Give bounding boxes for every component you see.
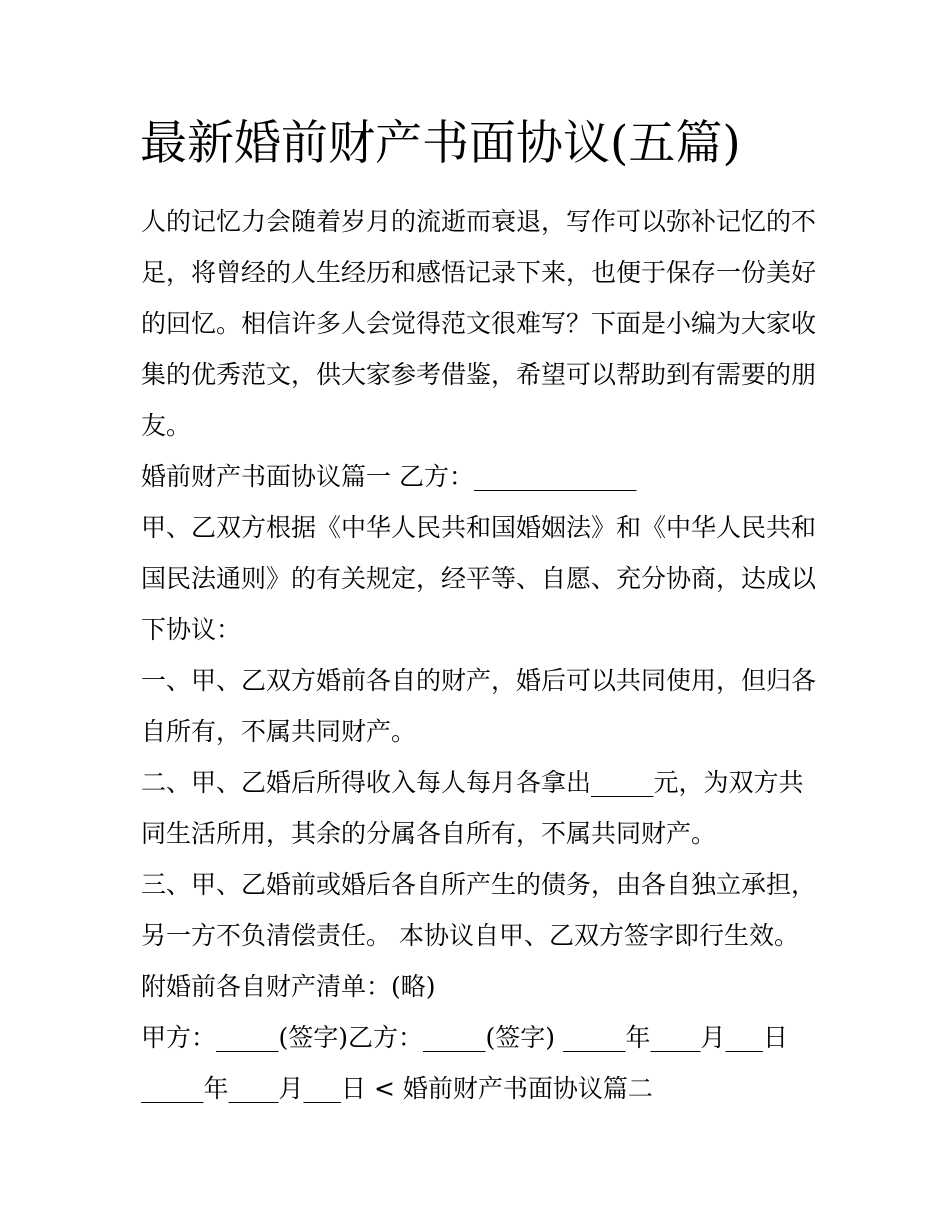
section-heading-line: 婚前财产书面协议篇一 乙方：_____________ bbox=[141, 462, 637, 491]
document-body bbox=[141, 196, 821, 1114]
body-line: 甲、乙双方根据《中华人民共和国婚姻法》和《中华人民共和 bbox=[141, 513, 817, 542]
clause-line: 另一方不负清偿责任。 本协议自甲、乙双方签字即行生效。 bbox=[141, 921, 799, 950]
clause-line: 同生活所用，其余的分属各自所有，不属共同财产。 bbox=[141, 819, 717, 848]
document-title: 最新婚前财产书面协议(五篇) bbox=[140, 116, 741, 171]
body-line: 集的优秀范文，供大家参考借鉴，希望可以帮助到有需要的朋 bbox=[141, 360, 817, 389]
body-line: 友。 bbox=[141, 411, 192, 440]
signature-line: 甲方：_____(签字)乙方：_____(签字) _____年____月___日 bbox=[141, 1023, 788, 1052]
body-line: 下协议： bbox=[141, 615, 242, 644]
body-line: 足，将曾经的人生经历和感悟记录下来，也便于保存一份美好 bbox=[141, 258, 817, 287]
clause-line: 三、甲、乙婚前或婚后各自所产生的债务，由各自独立承担， bbox=[141, 870, 817, 899]
body-line: 人的记忆力会随着岁月的流逝而衰退，写作可以弥补记忆的不 bbox=[141, 207, 817, 236]
clause-line: 二、甲、乙婚后所得收入每人每月各拿出_____元，为双方共 bbox=[141, 768, 804, 797]
appendix-line: 附婚前各自财产清单：(略) bbox=[141, 972, 436, 1001]
date-line: _____年____月___日 < 婚前财产书面协议篇二 bbox=[141, 1074, 653, 1103]
body-line: 的回忆。相信许多人会觉得范文很难写？下面是小编为大家收 bbox=[141, 309, 817, 338]
clause-line: 自所有，不属共同财产。 bbox=[141, 717, 417, 746]
clause-line: 一、甲、乙双方婚前各自的财产，婚后可以共同使用，但归各 bbox=[141, 666, 817, 695]
body-line: 国民法通则》的有关规定，经平等、自愿、充分协商，达成以 bbox=[141, 564, 817, 593]
